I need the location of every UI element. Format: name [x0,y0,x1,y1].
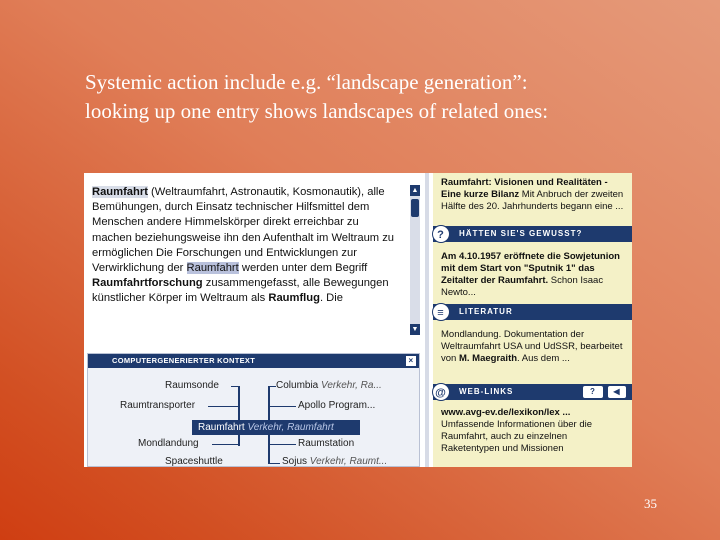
slide-title [85,68,685,126]
term-raumfahrtforschung[interactable]: Raumfahrtforschung [92,277,203,290]
weblink-entry[interactable] [441,407,626,455]
question-icon: ? [432,225,450,243]
connector-left-vertical [238,386,240,446]
context-node-mondlandung[interactable]: Mondlandung [138,438,199,449]
weblinks-back-button[interactable]: ◀ [608,386,626,398]
article-body-3: zusammengefasst, alle Bewegungen künstlicher Körper im Weltraum als [92,277,389,305]
literature-label: LITERATUR [459,307,513,316]
sojus-category: Verkehr, Raumt... [307,456,388,467]
center-label: Raumfahrt [198,422,245,433]
article-panel [84,173,409,349]
context-node-apollo[interactable]: Apollo Program... [298,400,376,411]
context-node-raumsonde[interactable]: Raumsonde [165,380,219,391]
article-scrollbar[interactable] [410,185,420,335]
literature-header[interactable] [433,304,632,320]
connector-apollo [268,406,296,407]
weblink-description: Umfassende Informationen über die Raumfahrt, auch zu einzelnen Raketentypen und Missionen [441,419,593,454]
literature-author: M. Maegraith [458,353,518,364]
connector-raumsonde [231,386,240,387]
info-sidebar [433,173,632,467]
at-icon: @ [432,383,450,401]
did-you-know-text [441,251,626,299]
context-header [88,354,419,368]
did-you-know-header[interactable] [433,226,632,242]
weblinks-label: WEB-LINKS [459,387,514,396]
term-raumflug[interactable]: Raumflug [268,292,320,305]
teaser-title: Raumfahrt: Visionen und Realitäten - Eine kurze Bilanz [441,177,608,200]
highlighted-term[interactable]: Raumfahrt [186,262,239,275]
weblinks-header[interactable] [433,384,632,400]
connector-mondlandung [212,444,240,445]
literature-text: Mondlandung. Dokumentation der Weltraumfahrt USA und UdSSR, bearbeitet von [441,329,623,364]
context-node-spaceshuttle[interactable]: Spaceshuttle [165,456,223,467]
scroll-down-button[interactable]: ▼ [411,326,419,333]
context-panel [87,353,420,467]
dyk-rest: Schon Isaac Newto... [441,275,604,298]
page-number: 35 [644,496,657,511]
teaser-text: Mit Anbruch der zweiten Hälfte des 20. Jahrhunderts begann eine ... [441,189,624,212]
article-body-2: werden unter dem Begriff [238,262,368,275]
columbia-label: Columbia [276,380,319,391]
connector-sojus [268,463,280,464]
weblink-url[interactable]: www.avg-ev.de/lexikon/lex ... [441,407,571,418]
connector-raumtransporter [208,406,240,407]
context-node-columbia[interactable] [276,380,382,391]
connector-raumstation [268,444,296,445]
sojus-label: Sojus [282,456,308,467]
center-category: Verkehr, Raumfahrt [244,422,334,433]
panel-divider [425,173,429,467]
context-node-raumfahrt-current[interactable] [192,420,360,435]
related-article-teaser[interactable] [441,177,626,213]
scroll-up-button[interactable]: ▲ [411,187,419,194]
slide-title-line-2: looking up one entry shows landscapes of related ones: [85,99,549,123]
literature-entry[interactable] [441,329,626,365]
context-node-sojus[interactable] [282,456,387,467]
encyclopedia-screenshot [84,173,632,467]
article-body-1: (Weltraumfahrt, Astronautik, Kosmonautik), alle Bemühungen, durch Einsatz technischer Hilfsmittel dem Menschen andere Himmelskörper direkt erreichbar zu machen beziehungsweise ihn den Aufenthalt im Weltraum zu ermöglichen Die Forschungen und Entwicklungen zur Verwirklichung der [92,186,395,275]
connector-columbia [268,386,276,387]
article-headword[interactable]: Raumfahrt [92,186,148,198]
did-you-know-label: HÄTTEN SIE'S GEWUSST? [459,229,583,238]
scroll-thumb[interactable] [411,199,419,217]
columbia-category: Verkehr, Ra... [318,380,382,391]
weblinks-help-button[interactable]: ? [583,386,603,398]
context-node-raumstation[interactable]: Raumstation [298,438,355,449]
context-close-button[interactable]: × [406,356,416,366]
literature-text-end: . Aus dem ... [517,353,570,364]
book-icon: ≡ [432,303,450,321]
context-header-label: COMPUTERGENERIERTER KONTEXT [112,356,256,365]
dyk-bold: Am 4.10.1957 eröffnete die Sowjetunion mit dem Start von "Sputnik 1" das Zeitalter der Raumfahrt. [441,251,620,286]
slide-title-line-1: Systemic action include e.g. “landscape generation”: [85,70,528,94]
context-node-raumtransporter[interactable]: Raumtransporter [120,400,196,411]
article-text [92,185,397,307]
article-body-4: . Die [319,292,343,305]
